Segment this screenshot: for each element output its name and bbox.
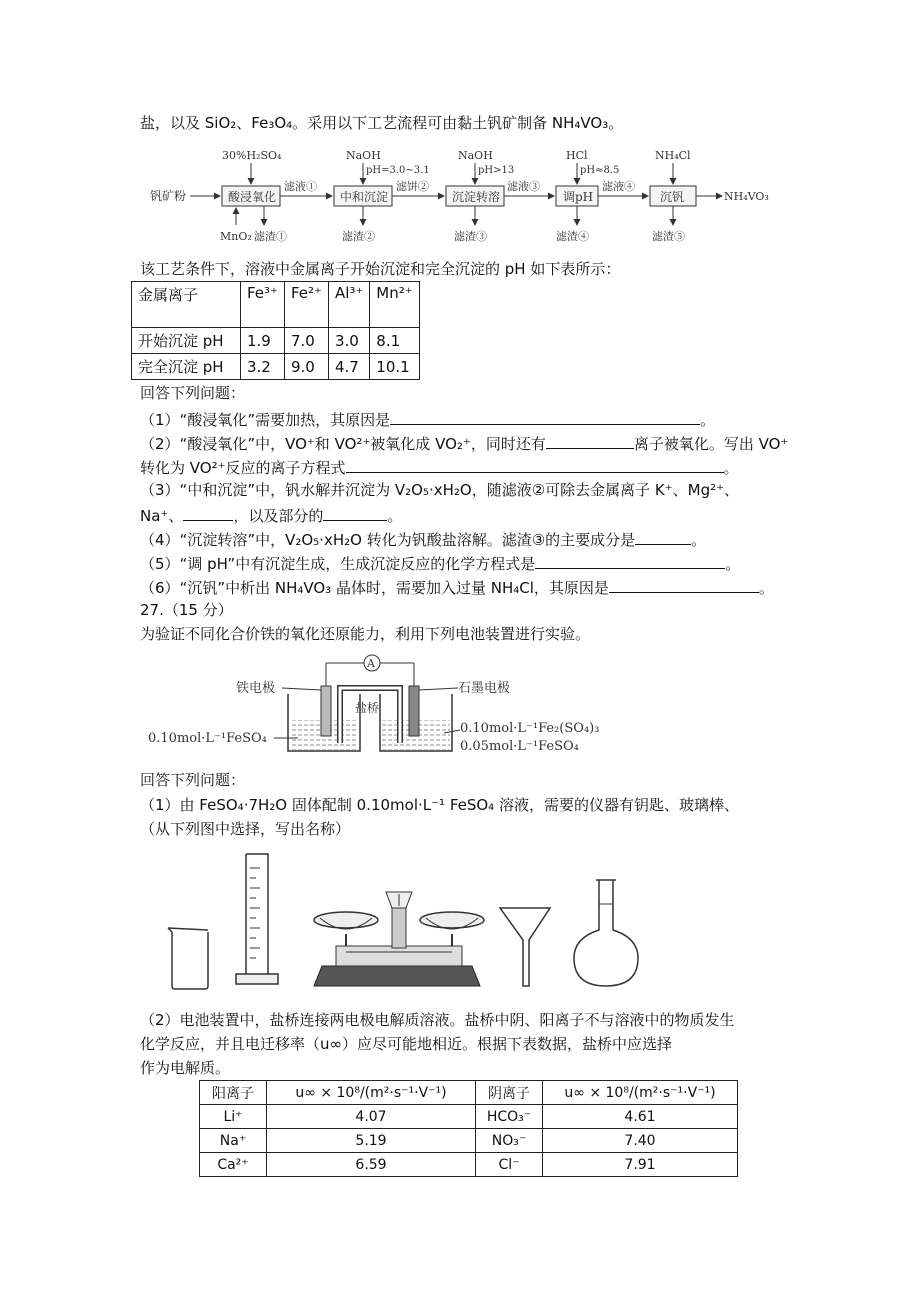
mobility-table-header-cell: u∞ × 10⁸/(m²·s⁻¹·V⁻¹): [267, 1081, 476, 1105]
question-2-text-b: 离子被氧化。写出 VO⁺: [633, 435, 789, 453]
question-3-cont: [140, 504, 402, 526]
ph-table-cell: 开始沉淀 pH: [132, 328, 241, 354]
flow-start-label: 钒矿粉: [150, 189, 187, 203]
left-solution-label: 0.10mol·L⁻¹FeSO₄: [148, 731, 267, 746]
residue-5: 滤渣⑤: [652, 230, 685, 243]
ph-table-header-cell: Mn²⁺: [370, 282, 419, 328]
mobility-table-cell: 7.91: [543, 1153, 738, 1177]
mobility-table-cell: Na⁺: [200, 1129, 267, 1153]
question-1-end: 。: [700, 411, 716, 429]
ph-table-cell: 10.1: [370, 354, 419, 380]
ph-table-header-cell: Fe²⁺: [284, 282, 328, 328]
right-electrode-label: 石墨电极: [458, 681, 511, 696]
graduated-cylinder-icon: [236, 854, 278, 984]
mobility-table-cell: Cl⁻: [476, 1153, 543, 1177]
table-intro-text: 该工艺条件下，溶液中金属离子开始沉淀和完全沉淀的 pH 如下表所示：: [140, 260, 621, 278]
question-4: [140, 528, 706, 550]
ph-table-cell: 3.2: [241, 354, 285, 380]
mobility-table-cell: 5.19: [267, 1129, 476, 1153]
ph-table-cell: 9.0: [284, 354, 328, 380]
ph-table-cell: 3.0: [328, 328, 369, 354]
question-6-text: （6）“沉钒”中析出 NH₄VO₃ 晶体时，需要加入过量 NH₄Cl，其原因是: [140, 579, 609, 597]
iron-electrode: [321, 686, 331, 736]
mobility-table-cell: 6.59: [267, 1153, 476, 1177]
flow-product-label: NH₄VO₃: [724, 190, 769, 203]
reagent-4: HCl: [566, 149, 588, 162]
mobility-table-cell: Ca²⁺: [200, 1153, 267, 1177]
question-2-end: 。: [723, 459, 739, 477]
flow-box-3-label: 沉淀转溶: [452, 190, 501, 204]
filtrate-3: 滤液③: [507, 180, 540, 193]
lab-equipment-figure: [160, 848, 650, 1000]
question-4-end: 。: [691, 531, 707, 549]
mobility-table-cell: HCO₃⁻: [476, 1105, 543, 1129]
mobility-table-cell: 4.07: [267, 1105, 476, 1129]
question-2-text-a: （2）“酸浸氧化”中，VO⁺和 VO²⁺被氧化成 VO₂⁺，同时还有: [140, 435, 546, 453]
answer-blank-1[interactable]: [390, 408, 700, 425]
mobility-table-row: [200, 1129, 738, 1153]
volumetric-flask-icon: [574, 880, 638, 986]
question-27-intro: 为验证不同化合价铁的氧化还原能力，利用下列电池装置进行实验。: [140, 625, 591, 643]
part-1-text-a: （1）由 FeSO₄·7H₂O 固体配制 0.10mol·L⁻¹ FeSO₄ 溶液，需要的仪器有钥匙、玻璃棒、: [140, 796, 739, 814]
question-3-end: 。: [387, 507, 403, 525]
question-2: [140, 432, 788, 454]
beaker-icon: [168, 928, 208, 989]
condition-3: pH≈8.5: [580, 165, 620, 176]
mobility-table-header-cell: 阳离子: [200, 1081, 267, 1105]
residue-4: 滤渣④: [556, 230, 589, 243]
answer-blank-2b[interactable]: [346, 456, 724, 473]
process-flow-diagram: [150, 145, 780, 250]
part-1-text-b: （从下列图中选择，写出名称）: [140, 820, 351, 838]
answer-blank-5[interactable]: [535, 552, 725, 569]
mobility-table-cell: NO₃⁻: [476, 1129, 543, 1153]
question-5-end: 。: [725, 555, 741, 573]
reagent-5: NH₄Cl: [655, 149, 691, 162]
right-solution-label-2: 0.05mol·L⁻¹FeSO₄: [460, 739, 579, 754]
mobility-table-header-cell: u∞ × 10⁸/(m²·s⁻¹·V⁻¹): [543, 1081, 738, 1105]
reagent-3: NaOH: [458, 149, 493, 162]
question-3-text-b: Na⁺、: [140, 507, 184, 525]
question-5-text: （5）“调 pH”中有沉淀生成，生成沉淀反应的化学方程式是: [140, 555, 536, 573]
intro-text: 盐，以及 SiO₂、Fe₃O₄。采用以下工艺流程可由黏土钒矿制备 NH₄VO₃。: [140, 114, 624, 132]
residue-2: 滤渣②: [342, 230, 375, 243]
question-5: [140, 552, 740, 574]
flow-box-4: [556, 186, 598, 206]
answer-blank-2a[interactable]: [546, 432, 634, 449]
graphite-electrode: [409, 686, 419, 736]
question-6: [140, 576, 774, 598]
ph-table-cell: 4.7: [328, 354, 369, 380]
answer-blank-6[interactable]: [609, 576, 759, 593]
electrochemical-cell-diagram: [148, 648, 668, 760]
ph-table-row: [132, 328, 420, 354]
ph-table-header-cell: Fe³⁺: [241, 282, 285, 328]
ph-table-cell: 7.0: [284, 328, 328, 354]
filtrate-1: 滤液①: [284, 180, 317, 193]
flow-box-5: [650, 186, 696, 206]
mobility-table-header-row: [200, 1081, 738, 1105]
left-electrode-label: 铁电极: [236, 681, 276, 696]
answer-intro-2: 回答下列问题：: [140, 771, 246, 789]
flow-box-1-label: 酸浸氧化: [228, 190, 277, 204]
ph-table-header-cell: Al³⁺: [328, 282, 369, 328]
flow-box-2-label: 中和沉淀: [340, 190, 389, 204]
salt-bridge-label: 盐桥: [355, 701, 380, 715]
question-2-text-c: 转化为 VO²⁺反应的离子方程式: [140, 459, 346, 477]
condition-1: pH=3.0~3.1: [366, 165, 430, 176]
question-1-text: （1）“酸浸氧化”需要加热，其原因是: [140, 411, 391, 429]
filtrate-2: 滤饼②: [396, 180, 429, 193]
question-2-cont: [140, 456, 739, 478]
answer-intro-1: 回答下列问题：: [140, 384, 246, 402]
question-1: [140, 408, 715, 430]
ph-table-cell: 1.9: [241, 328, 285, 354]
reagent-1: 30%H₂SO₄: [222, 149, 282, 162]
mobility-table-row: [200, 1153, 738, 1177]
flow-box-2: [334, 186, 392, 206]
funnel-icon: [500, 908, 550, 986]
mobility-table-header-cell: 阴离子: [476, 1081, 543, 1105]
ph-table-cell: 8.1: [370, 328, 419, 354]
question-27-number: 27.（15 分）: [140, 601, 233, 619]
answer-blank-4[interactable]: [635, 528, 691, 545]
question-4-text: （4）“沉淀转溶”中，V₂O₅·xH₂O 转化为钒酸盐溶解。滤渣③的主要成分是: [140, 531, 636, 549]
ph-table-header-row: [132, 282, 420, 328]
mobility-table-cell: 4.61: [543, 1105, 738, 1129]
question-6-end: 。: [758, 579, 774, 597]
mobility-table-row: [200, 1105, 738, 1129]
ph-table-row: [132, 354, 420, 380]
part-2-text-a: （2）电池装置中，盐桥连接两电极电解质溶液。盐桥中阴、阳离子不与溶液中的物质发生: [140, 1011, 735, 1029]
flow-box-1: [222, 186, 280, 206]
flow-box-5-label: 沉钒: [660, 190, 685, 204]
ammeter-label: A: [367, 657, 375, 670]
ph-table: [131, 281, 420, 380]
mobility-table-cell: 7.40: [543, 1129, 738, 1153]
balance-scale-icon: [314, 892, 484, 986]
mobility-table: [199, 1080, 738, 1177]
part-2-text-c: 作为电解质。: [140, 1059, 231, 1077]
flow-box-4-label: 调pH: [563, 190, 594, 204]
ph-table-header-cell: 金属离子: [132, 282, 241, 328]
flow-box-3: [446, 186, 504, 206]
residue-1: 滤渣①: [254, 230, 287, 243]
answer-blank-3b[interactable]: [323, 504, 387, 521]
residue-3: 滤渣③: [454, 230, 487, 243]
mobility-table-cell: Li⁺: [200, 1105, 267, 1129]
condition-2: pH>13: [478, 165, 515, 176]
right-solution-label-1: 0.10mol·L⁻¹Fe₂(SO₄)₃: [460, 721, 600, 736]
question-3-text-c: ，以及部分的: [233, 507, 324, 525]
question-3-text-a: （3）“中和沉淀”中，钒水解并沉淀为 V₂O₅·xH₂O，随滤液②可除去金属离子 K⁺、Mg²⁺、: [140, 481, 740, 499]
answer-blank-3a[interactable]: [183, 504, 233, 521]
ph-table-cell: 完全沉淀 pH: [132, 354, 241, 380]
part-2-text-b: 化学反应，并且电迁移率（u∞）应尽可能地相近。根据下表数据，盐桥中应选择: [140, 1035, 673, 1053]
mno2-label: MnO₂: [220, 230, 252, 243]
question-3: [140, 480, 739, 500]
reagent-2: NaOH: [346, 149, 381, 162]
filtrate-4: 滤液④: [602, 180, 635, 193]
